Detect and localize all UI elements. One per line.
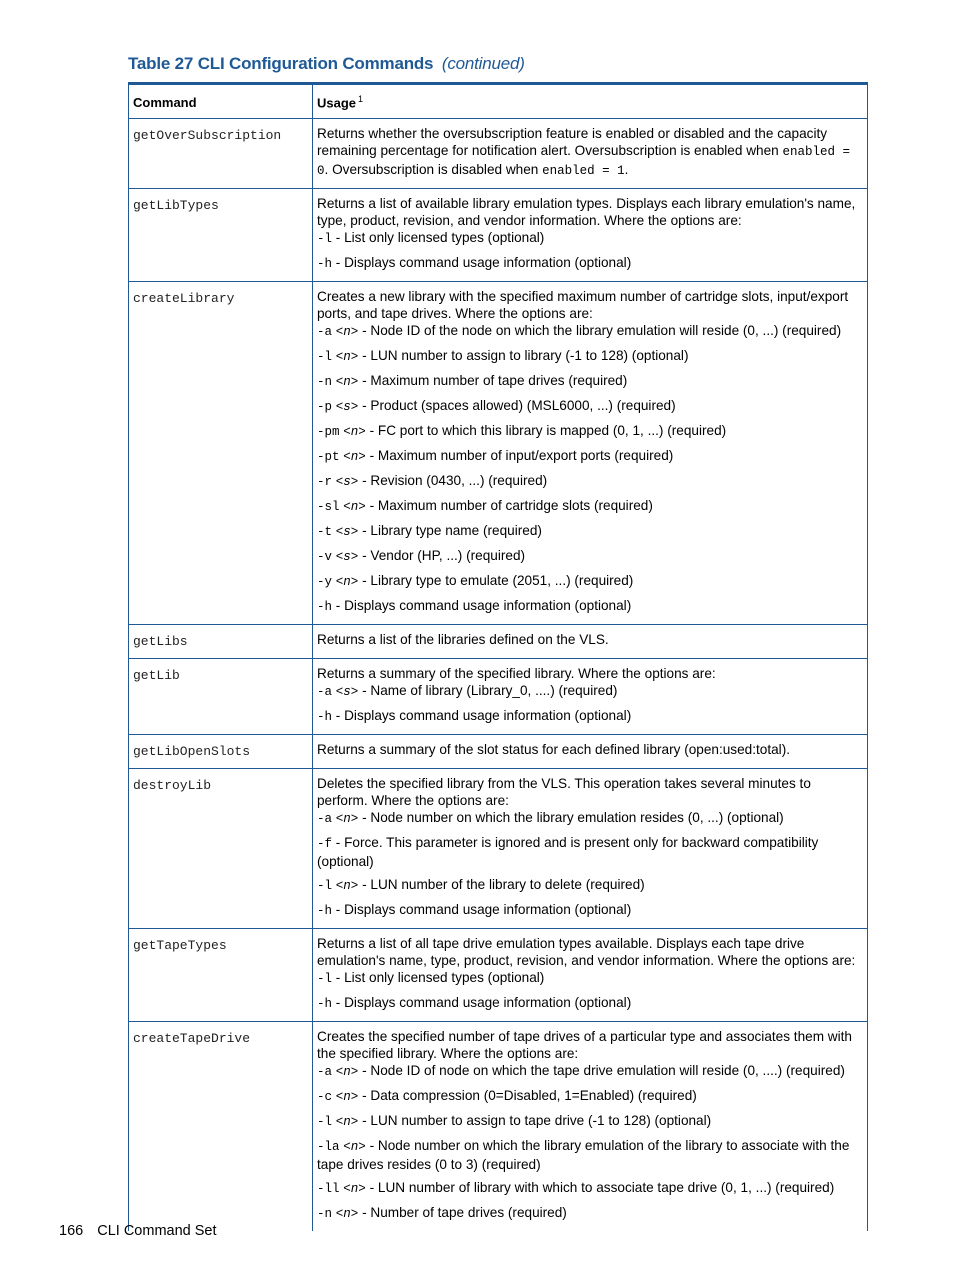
- table-row: [129, 929, 868, 1022]
- option-description: - Library type to emulate (2051, ...) (required): [358, 573, 634, 589]
- option-line: [317, 876, 863, 895]
- option-description: - Number of tape drives (required): [358, 1205, 567, 1221]
- command-name: getTapeTypes: [129, 929, 313, 1022]
- footnote-ref: 1: [358, 94, 364, 104]
- option-line: [317, 1062, 863, 1081]
- option-description: - Displays command usage information (optional): [335, 255, 632, 271]
- usage-cell: [313, 735, 868, 769]
- option-flag: -v: [317, 550, 333, 565]
- command-name: getLib: [129, 659, 313, 735]
- option-description: - Maximum number of input/export ports (required): [365, 448, 674, 464]
- option-flag: -f: [317, 837, 333, 852]
- option-description: - Revision (0430, ...) (required): [358, 473, 548, 489]
- option-description: - LUN number to assign to library (-1 to 128) (optional): [358, 348, 689, 364]
- code-snippet: enabled = 0: [317, 145, 850, 179]
- option-argument: <n>: [343, 1182, 366, 1197]
- table-caption: [128, 54, 525, 74]
- column-header-usage: [313, 84, 868, 119]
- option-flag: -h: [317, 600, 333, 615]
- table-caption-title: Table 27 CLI Configuration Commands: [128, 54, 434, 73]
- option-argument: <n>: [335, 575, 359, 590]
- option-line: [317, 707, 863, 726]
- option-flag: -l: [317, 972, 333, 987]
- option-description: - LUN number of library with which to associate tape drive (0, 1, ...) (required): [365, 1180, 835, 1196]
- command-name: createLibrary: [129, 282, 313, 625]
- option-line: [317, 522, 863, 541]
- code-snippet: enabled = 1: [542, 164, 625, 179]
- option-line: [317, 472, 863, 491]
- usage-cell: [313, 119, 868, 189]
- option-flag: -h: [317, 997, 333, 1012]
- option-argument: <s>: [335, 475, 359, 490]
- option-argument: <n>: [335, 879, 359, 894]
- option-description: - Force. This parameter is ignored and is present only for backward compatibility (optional): [317, 835, 819, 870]
- option-flag: -a: [317, 1065, 333, 1080]
- option-line: [317, 1087, 863, 1106]
- description-text: Returns a list of all tape drive emulation types available. Displays each tape drive emulation's name, type, product, revision, and vendor information. Where the options are:: [317, 936, 856, 969]
- option-line: [317, 809, 863, 828]
- option-line: [317, 1112, 863, 1131]
- usage-description: [317, 775, 863, 809]
- option-flag: -h: [317, 710, 333, 725]
- table-row: [129, 735, 868, 769]
- option-argument: <s>: [335, 685, 359, 700]
- option-flag: -l: [317, 350, 333, 365]
- option-flag: -l: [317, 1115, 333, 1130]
- table-row: [129, 659, 868, 735]
- option-flag: -n: [317, 1207, 333, 1222]
- option-line: [317, 447, 863, 466]
- option-line: [317, 572, 863, 591]
- usage-cell: [313, 659, 868, 735]
- description-text: Returns a summary of the slot status for each defined library (open:used:total).: [317, 742, 790, 758]
- option-line: [317, 397, 863, 416]
- table-row: [129, 282, 868, 625]
- option-line: [317, 969, 863, 988]
- option-flag: -h: [317, 904, 333, 919]
- usage-description: [317, 1028, 863, 1062]
- usage-cell: [313, 282, 868, 625]
- option-line: [317, 497, 863, 516]
- section-title: CLI Command Set: [97, 1223, 217, 1239]
- option-line: [317, 229, 863, 248]
- command-name: getLibTypes: [129, 189, 313, 282]
- usage-cell: [313, 769, 868, 929]
- usage-description: [317, 935, 863, 969]
- option-description: - Node ID of node on which the tape drive emulation will reside (0, ....) (required): [358, 1063, 845, 1079]
- usage-cell: [313, 625, 868, 659]
- option-flag: -l: [317, 879, 333, 894]
- option-line: [317, 994, 863, 1013]
- option-flag: -h: [317, 257, 333, 272]
- option-argument: <n>: [335, 350, 359, 365]
- option-line: [317, 1179, 863, 1198]
- option-description: - Name of library (Library_0, ....) (required): [358, 683, 618, 699]
- cli-commands-table: [128, 82, 868, 1231]
- usage-cell: [313, 1022, 868, 1232]
- option-flag: -n: [317, 375, 333, 390]
- option-argument: <n>: [335, 812, 359, 827]
- option-flag: -sl: [317, 500, 340, 515]
- option-description: - Maximum number of tape drives (required): [358, 373, 628, 389]
- option-line: [317, 682, 863, 701]
- option-description: - Library type name (required): [358, 523, 542, 539]
- usage-description: [317, 288, 863, 322]
- option-line: [317, 834, 863, 870]
- description-text: Returns a list of the libraries defined on the VLS.: [317, 632, 609, 648]
- option-description: - List only licensed types (optional): [335, 970, 545, 986]
- option-argument: <s>: [335, 550, 359, 565]
- description-text: Creates the specified number of tape drives of a particular type and associates them with the specified library. Where the options are:: [317, 1029, 852, 1062]
- table-row: [129, 1022, 868, 1232]
- option-flag: -ll: [317, 1182, 340, 1197]
- description-text: Deletes the specified library from the VLS. This operation takes several minutes to perform. Where the options are:: [317, 776, 811, 809]
- option-argument: <n>: [335, 1065, 359, 1080]
- option-argument: <n>: [343, 450, 366, 465]
- option-description: - Displays command usage information (optional): [335, 902, 632, 918]
- description-text: Returns a summary of the specified library. Where the options are:: [317, 666, 716, 682]
- option-flag: -pt: [317, 450, 340, 465]
- description-text: Creates a new library with the specified maximum number of cartridge slots, input/export ports, and tape drives. Where the options are:: [317, 289, 849, 322]
- option-line: [317, 254, 863, 273]
- description-text: Returns a list of available library emulation types. Displays each library emulation's name, type, product, revision, and vendor information. Where the options are:: [317, 196, 856, 229]
- command-name: getLibs: [129, 625, 313, 659]
- usage-description: [317, 631, 863, 648]
- usage-description: [317, 665, 863, 682]
- option-flag: -pm: [317, 425, 340, 440]
- table-row: [129, 119, 868, 189]
- command-name: getOverSubscription: [129, 119, 313, 189]
- option-argument: <n>: [343, 1140, 366, 1155]
- option-argument: <s>: [335, 400, 359, 415]
- option-description: - Displays command usage information (optional): [335, 708, 632, 724]
- option-description: - Node number on which the library emulation resides (0, ...) (optional): [358, 810, 784, 826]
- option-flag: -p: [317, 400, 333, 415]
- option-description: - Displays command usage information (optional): [335, 995, 632, 1011]
- option-flag: -a: [317, 685, 333, 700]
- option-argument: <s>: [335, 525, 359, 540]
- command-name: createTapeDrive: [129, 1022, 313, 1232]
- option-description: - Data compression (0=Disabled, 1=Enabled) (required): [358, 1088, 697, 1104]
- option-flag: -r: [317, 475, 333, 490]
- table-header-row: [129, 84, 868, 119]
- option-flag: -l: [317, 232, 333, 247]
- usage-description: [317, 195, 863, 229]
- option-argument: <n>: [335, 325, 359, 340]
- option-argument: <n>: [343, 500, 366, 515]
- option-argument: <n>: [335, 1115, 359, 1130]
- option-flag: -c: [317, 1090, 333, 1105]
- option-line: [317, 1137, 863, 1173]
- option-description: - Vendor (HP, ...) (required): [358, 548, 526, 564]
- table-row: [129, 769, 868, 929]
- option-flag: -t: [317, 525, 333, 540]
- option-argument: <n>: [335, 1207, 359, 1222]
- table-caption-continued: (continued): [441, 54, 525, 73]
- option-line: [317, 372, 863, 391]
- usage-description: [317, 125, 863, 180]
- command-name: getLibOpenSlots: [129, 735, 313, 769]
- option-flag: -y: [317, 575, 333, 590]
- description-text: . Oversubscription is disabled when: [324, 162, 543, 178]
- option-flag: -a: [317, 812, 333, 827]
- option-argument: <n>: [343, 425, 366, 440]
- description-text: .: [624, 162, 629, 178]
- column-header-command: Command: [129, 84, 313, 119]
- option-argument: <n>: [335, 1090, 359, 1105]
- table-row: [129, 189, 868, 282]
- option-line: [317, 347, 863, 366]
- option-flag: -a: [317, 325, 333, 340]
- option-description: - Node ID of the node on which the library emulation will reside (0, ...) (required): [358, 323, 842, 339]
- option-description: - LUN number of the library to delete (required): [358, 877, 645, 893]
- option-line: [317, 901, 863, 920]
- column-header-usage-label: Usage: [317, 95, 357, 111]
- usage-cell: [313, 929, 868, 1022]
- option-line: [317, 422, 863, 441]
- page-number: 166: [59, 1223, 84, 1239]
- option-description: - LUN number to assign to tape drive (-1 to 128) (optional): [358, 1113, 712, 1129]
- usage-description: [317, 741, 863, 758]
- description-text: Returns whether the oversubscription feature is enabled or disabled and the capacity remaining percentage for notification alert. Oversubscription is enabled when: [317, 126, 828, 159]
- command-name: destroyLib: [129, 769, 313, 929]
- option-description: - List only licensed types (optional): [335, 230, 545, 246]
- option-line: [317, 1204, 863, 1223]
- table-body: [129, 119, 868, 1232]
- option-line: [317, 547, 863, 566]
- table-row: [129, 625, 868, 659]
- option-line: [317, 322, 863, 341]
- usage-cell: [313, 189, 868, 282]
- option-line: [317, 597, 863, 616]
- option-description: - Product (spaces allowed) (MSL6000, ...) (required): [358, 398, 676, 414]
- option-description: - Maximum number of cartridge slots (required): [365, 498, 653, 514]
- option-description: - Displays command usage information (optional): [335, 598, 632, 614]
- option-description: - Node number on which the library emulation of the library to associate with the tape drives resides (0 to 3) (required): [317, 1138, 850, 1173]
- page-footer: [59, 1223, 227, 1239]
- option-argument: <n>: [335, 375, 359, 390]
- option-description: - FC port to which this library is mapped (0, 1, ...) (required): [365, 423, 727, 439]
- option-flag: -la: [317, 1140, 340, 1155]
